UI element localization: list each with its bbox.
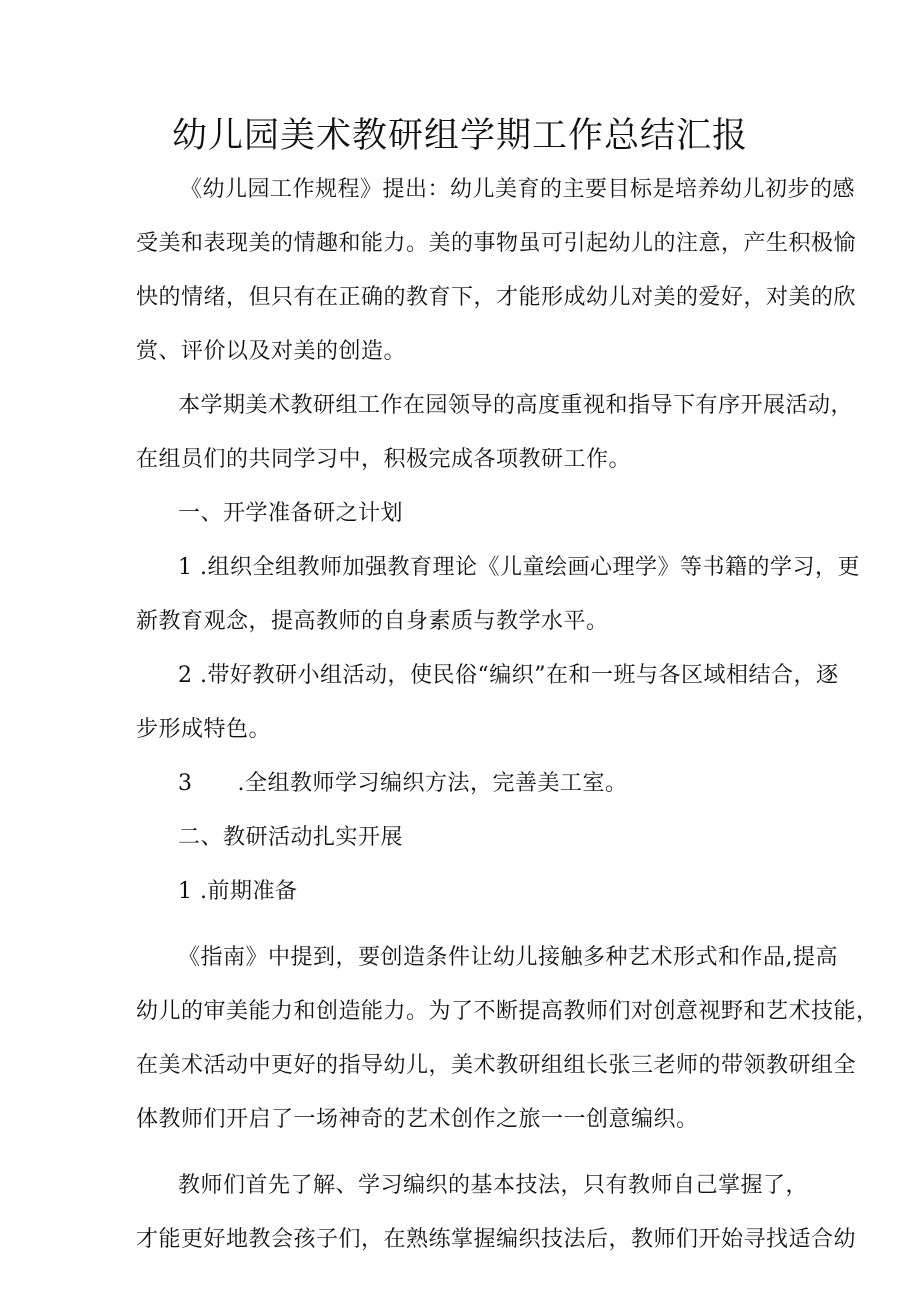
document-title: 幼儿园美术教研组学期工作总结汇报 — [171, 116, 748, 156]
section-heading: 一、开学准备研之计划 — [178, 501, 404, 526]
paragraph-line: 快的情绪，但只有在正确的教育下，才能形成幼儿对美的爱好，对美的欣 — [136, 285, 857, 310]
paragraph-line: 赏、评价以及对美的创造。 — [136, 339, 407, 364]
subsection-heading: 1 .前期准备 — [178, 879, 298, 904]
paragraph-line: 才能更好地教会孩子们，在熟练掌握编织技法后，教师们开始寻找适合幼 — [136, 1227, 857, 1252]
paragraph-line: 体教师们开启了一场神奇的艺术创作之旅一一创意编织。 — [136, 1107, 699, 1132]
list-item: 1 .组织全组教师加强教育理论《儿童绘画心理学》等书籍的学习，更 — [178, 555, 860, 580]
list-item: 2 .带好教研小组活动，使民俗“编织”在和一班与各区域相结合，逐 — [178, 663, 839, 688]
paragraph-line: 《幼儿园工作规程》提出：幼儿美育的主要目标是培养幼儿初步的感 — [180, 177, 856, 202]
paragraph-line: 《指南》中提到，要创造条件让幼儿接触多种艺术形式和作品,提高 — [178, 945, 838, 970]
list-item: 新教育观念，提高教师的自身素质与教学水平。 — [136, 609, 609, 634]
paragraph-line: 本学期美术教研组工作在园领导的高度重视和指导下有序开展活动， — [178, 393, 854, 418]
paragraph-line: 教师们首先了解、学习编织的基本技法，只有教师自己掌握了， — [178, 1173, 809, 1198]
paragraph-line: 在美术活动中更好的指导幼儿，美术教研组组长张三老师的带领教研组全 — [136, 1053, 857, 1078]
paragraph-line: 受美和表现美的情趣和能力。美的事物虽可引起幼儿的注意，产生积极愉 — [136, 231, 857, 256]
list-item: 步形成特色。 — [136, 717, 272, 742]
paragraph-line: 在组员们的共同学习中，积极完成各项教研工作。 — [136, 447, 632, 472]
list-item: 3 .全组教师学习编织方法，完善美工室。 — [178, 771, 628, 796]
paragraph-line: 幼儿的审美能力和创造能力。为了不断提高教师们对创意视野和艺术技能， — [136, 999, 879, 1024]
section-heading: 二、教研活动扎实开展 — [178, 825, 404, 850]
